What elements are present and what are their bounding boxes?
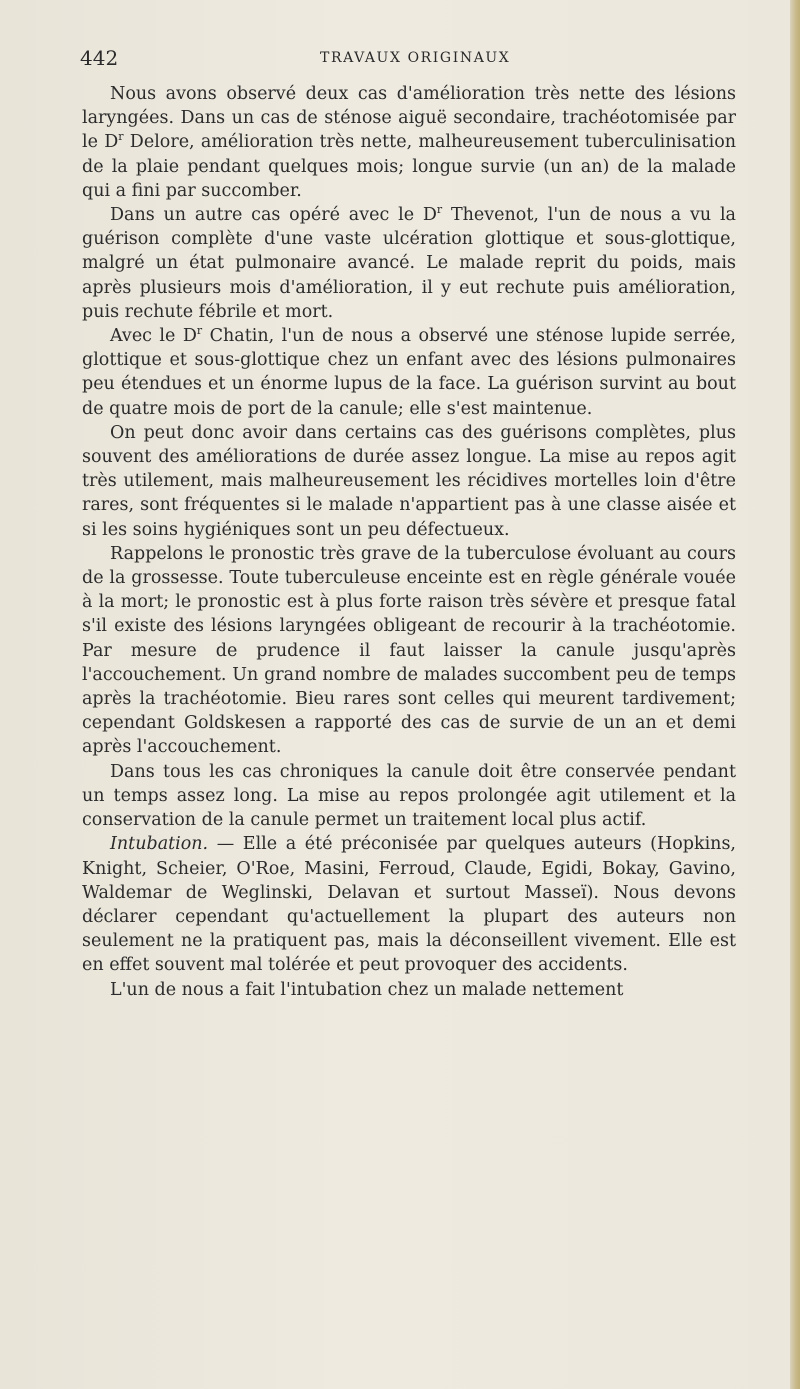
paragraph bbox=[82, 82, 736, 203]
section-heading: Intubation. bbox=[110, 834, 209, 855]
paragraph bbox=[82, 978, 736, 1002]
paragraph bbox=[82, 324, 736, 421]
text-run: On peut donc avoir dans certains cas des guérisons complètes, plus souvent des améliorations de durée assez longue. La mise au repos agit très utilement, mais malheureusement les récidives mortelles loin d'être rares, sont fréquentes si le malade n'appartient pas à une classe aisée et si les soins hygiéniques sont un peu défectueux. bbox=[82, 422, 736, 540]
superscript: r bbox=[196, 324, 203, 338]
body-text bbox=[82, 82, 736, 1002]
text-run: Avec le D bbox=[110, 326, 197, 347]
text-run: — Elle a été préconisée par quelques auteurs (Hopkins, Knight, Scheier, O'Roe, Masini, Ferroud, Claude, Egidi, Bokay, Gavino, Waldemar de Weglinski, Delavan et surtout Masseï). Nous devons déclarer cependant qu'actuellement la plupart des auteurs non seulement ne la pratiquent pas, mais la déconseillent vivement. Elle est en effet souvent mal tolérée et peut provoquer des accidents. bbox=[82, 834, 736, 976]
superscript: r bbox=[118, 130, 124, 144]
page-edge bbox=[790, 0, 800, 1389]
paragraph bbox=[82, 832, 736, 977]
text-run: Chatin, l'un de nous a observé une sténose lupide serrée, glottique et sous-glottique chez un enfant avec des lésions pulmonaires peu étendues et un énorme lupus de la face. La guérison survint au bout de quatre mois de port de la canule; elle s'est maintenue. bbox=[82, 326, 736, 419]
paragraph bbox=[82, 760, 736, 833]
paragraph bbox=[82, 421, 736, 542]
text-run: Thevenot, l'un de nous a vu la guérison complète d'une vaste ulcération glottique et sous-glottique, malgré un état pulmonaire avancé. Le malade reprit du poids, mais après plusieurs mois d'amélioration, il y eut rechute puis amélioration, puis rechute fébrile et mort. bbox=[82, 205, 736, 322]
paragraph bbox=[82, 542, 736, 760]
text-run: Rappelons le pronostic très grave de la tuberculose évoluant au cours de la grossesse. Toute tuberculeuse enceinte est en règle générale vouée à la mort; le pronostic est à plus forte raison très sévère et presque fatal s'il existe des lésions laryngées obligeant de recourir à la trachéotomie. Par mesure de prudence il faut laisser la canule jusqu'après l'accouchement. Un grand nombre de malades succombent peu de temps après la trachéotomie. Bieu rares sont celles qui meurent tardivement; cependant Goldskesen a rapporté des cas de survie de un an et demi après l'accouchement. bbox=[82, 543, 736, 758]
running-title: TRAVAUX ORIGINAUX bbox=[320, 50, 511, 66]
paragraph bbox=[82, 203, 736, 324]
superscript: r bbox=[436, 203, 443, 217]
page-header bbox=[80, 44, 736, 74]
page-number: 442 bbox=[80, 46, 119, 70]
text-run: Dans un autre cas opéré avec le D bbox=[110, 205, 437, 226]
text-run: Delore, amélioration très nette, malheureusement tuberculinisation de la plaie pendant quelques mois; longue survie (un an) de la malade qui a fini par succomber. bbox=[82, 132, 736, 201]
text-run: L'un de nous a fait l'intubation chez un malade nettement bbox=[110, 979, 624, 1000]
text-run: Nous avons observé deux cas d'amélioration très nette des lésions laryngées. Dans un cas de sténose aiguë secondaire, trachéotomisée par le D bbox=[82, 84, 736, 153]
text-run: Dans tous les cas chroniques la canule doit être conservée pendant un temps assez long. La mise au repos prolongée agit utilement et la conservation de la canule permet un traitement local plus actif. bbox=[82, 761, 736, 831]
